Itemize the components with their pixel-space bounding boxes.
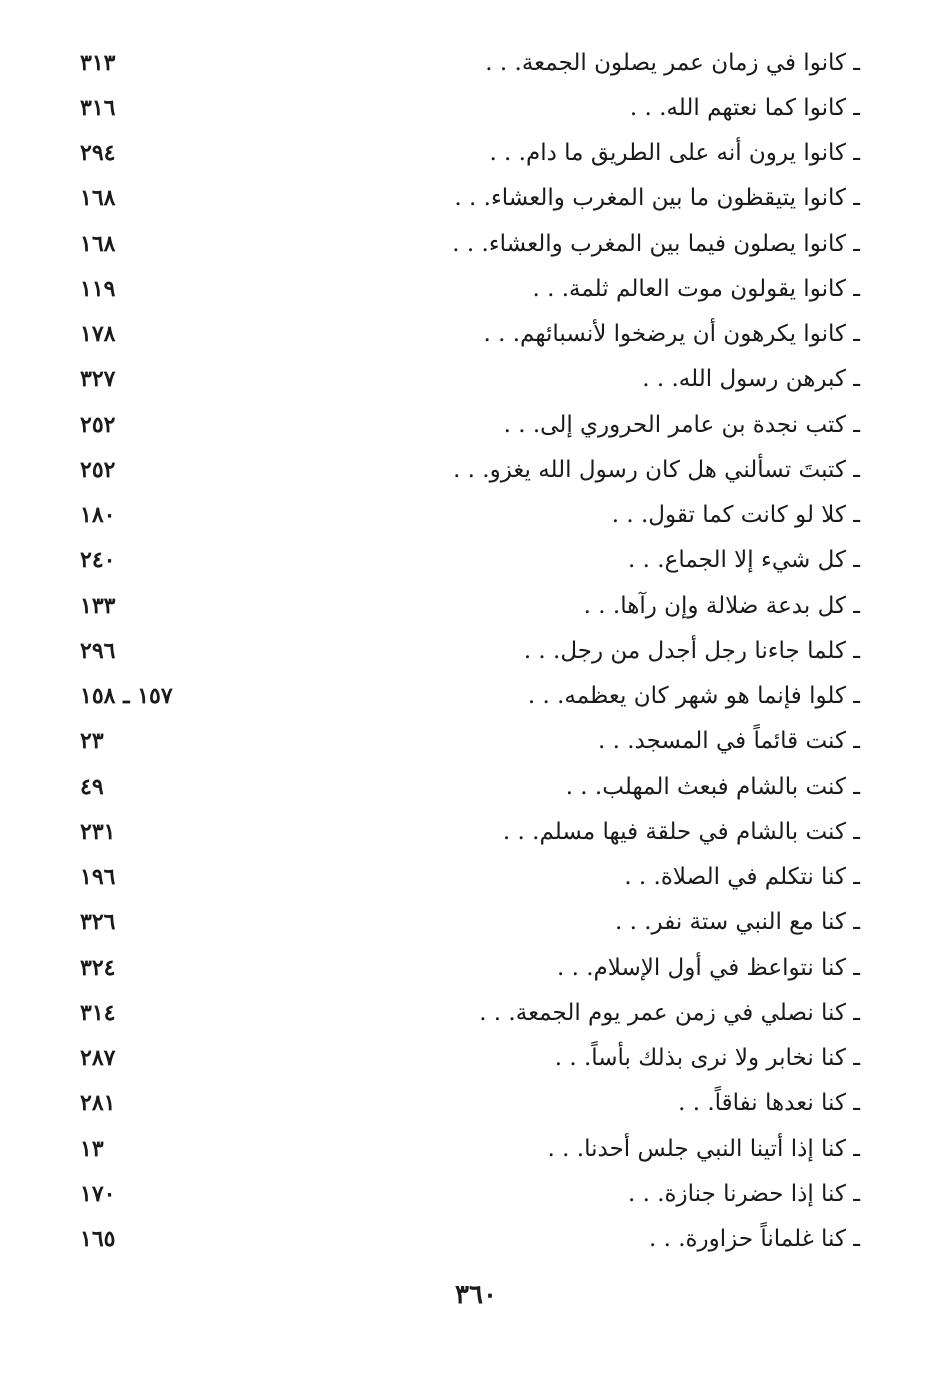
entry-text: ـ كلما جاءنا رجل أجدل من رجل. . . xyxy=(523,637,860,664)
index-entry xyxy=(80,221,860,266)
entry-page-ref: ٢٩٦ xyxy=(80,637,116,664)
index-entry xyxy=(80,1217,860,1262)
entry-text: ـ كلوا فإنما هو شهر كان يعظمه. . . xyxy=(527,683,860,710)
entry-text: ـ كانوا كما نعتهم الله. . . xyxy=(629,94,860,121)
entry-text: ـ كانوا يتيقظون ما بين المغرب والعشاء. . . xyxy=(454,185,860,212)
entry-page-ref: ٣٢٦ xyxy=(80,909,116,936)
entry-text: ـ كنت بالشام في حلقة فيها مسلم. . . xyxy=(502,818,860,845)
entry-page-ref: ٢٨٧ xyxy=(80,1045,116,1072)
entry-text: ـ كنت قائماً في المسجد. . . xyxy=(597,728,860,755)
entry-page-ref: ١٧٨ xyxy=(80,321,116,348)
entry-page-ref: ٤٩ xyxy=(80,773,104,800)
entry-page-range: ١٥٧ ـ ١٥٨ xyxy=(80,683,173,710)
index-entry xyxy=(80,628,860,673)
entry-text: ـ كانوا في زمان عمر يصلون الجمعة. . . xyxy=(485,49,860,76)
entry-page-ref: ٣١٣ xyxy=(80,49,116,76)
entry-page-ref: ١٧٠ xyxy=(80,1180,116,1207)
entry-text: ـ كنا نعدها نفاقاً. . . xyxy=(678,1090,860,1117)
entry-page-ref: ٢٣ xyxy=(80,728,104,755)
index-entry xyxy=(80,674,860,719)
entry-page-ref: ٣٢٧ xyxy=(80,366,116,393)
index-entry xyxy=(80,447,860,492)
index-entry xyxy=(80,990,860,1035)
entry-text: ـ كل شيء إلا الجماع. . . xyxy=(628,547,860,574)
entry-page-ref: ٢٨١ xyxy=(80,1090,116,1117)
entry-page-ref: ١٣ xyxy=(80,1135,104,1162)
index-entry xyxy=(80,357,860,402)
entry-page-ref: ٢٥٢ xyxy=(80,456,116,483)
index-entry xyxy=(80,40,860,85)
index-entry xyxy=(80,266,860,311)
entry-page-ref: ١٦٨ xyxy=(80,185,116,212)
index-entry xyxy=(80,402,860,447)
index-entry xyxy=(80,1081,860,1126)
entry-page-ref: ١٨٠ xyxy=(80,502,116,529)
entry-text: ـ كنا نتواعظ في أول الإسلام. . . xyxy=(556,954,860,981)
index-entry xyxy=(80,493,860,538)
entry-text: ـ كل بدعة ضلالة وإن رآها. . . xyxy=(583,592,860,619)
entry-text: ـ كانوا يكرهون أن يرضخوا لأنسبائهم. . . xyxy=(483,321,860,348)
index-entry xyxy=(80,538,860,583)
index-entry xyxy=(80,85,860,130)
index-entry xyxy=(80,131,860,176)
entry-page-ref: ٣١٦ xyxy=(80,94,116,121)
entry-page-ref: ١٩٦ xyxy=(80,864,116,891)
entry-page-ref: ٣١٤ xyxy=(80,999,116,1026)
index-entry xyxy=(80,764,860,809)
entry-page-ref: ٢٣١ xyxy=(80,818,116,845)
entry-page-ref: ١٣٣ xyxy=(80,592,116,619)
index-entry xyxy=(80,1126,860,1171)
entry-page-ref: ٢٤٠ xyxy=(80,547,116,574)
entry-text: ـ كانوا يصلون فيما بين المغرب والعشاء. . . xyxy=(452,230,860,257)
entry-text: ـ كنا نخابر ولا نرى بذلك بأساً. . . xyxy=(554,1045,860,1072)
entry-text: ـ كلا لو كانت كما تقول. . . xyxy=(611,502,860,529)
entry-text: ـ كنا مع النبي ستة نفر. . . xyxy=(614,909,860,936)
entry-text: ـ كنا غلماناً حزاورة. . . xyxy=(648,1226,860,1253)
entry-text: ـ كنا إذا أتينا النبي جلس أحدنا. . . xyxy=(547,1135,860,1162)
entry-text: ـ كنا إذا حضرنا جنازة. . . xyxy=(627,1180,860,1207)
entry-text: ـ كتب نجدة بن عامر الحروري إلى. . . xyxy=(503,411,860,438)
entry-page-ref: ٢٩٤ xyxy=(80,140,116,167)
entry-text: ـ كتبتَ تسألني هل كان رسول الله يغزو. . . xyxy=(453,456,860,483)
index-entry xyxy=(80,719,860,764)
entry-text: ـ كانوا يقولون موت العالم ثلمة. . . xyxy=(532,275,860,302)
index-entry xyxy=(80,312,860,357)
index-entry xyxy=(80,809,860,854)
index-entry xyxy=(80,900,860,945)
index-entry xyxy=(80,855,860,900)
entry-text: ـ كبرهن رسول الله. . . xyxy=(642,366,860,393)
index-list xyxy=(80,40,860,1262)
entry-text: ـ كنت بالشام فبعث المهلب. . . xyxy=(565,773,860,800)
page-number: ٣٦٠ xyxy=(455,1280,497,1310)
entry-page-ref: ٣٢٤ xyxy=(80,954,116,981)
entry-text: ـ كانوا يرون أنه على الطريق ما دام. . . xyxy=(489,140,860,167)
index-entry xyxy=(80,176,860,221)
entry-text: ـ كنا نتكلم في الصلاة. . . xyxy=(624,864,860,891)
entry-text: ـ كنا نصلي في زمن عمر يوم الجمعة. . . xyxy=(479,999,860,1026)
index-entry xyxy=(80,1036,860,1081)
index-entry xyxy=(80,945,860,990)
entry-page-ref: ١٦٥ xyxy=(80,1226,116,1253)
entry-page-ref: ١١٩ xyxy=(80,275,116,302)
entry-page-ref: ١٦٨ xyxy=(80,230,116,257)
index-entry xyxy=(80,1171,860,1216)
entry-page-ref: ٢٥٢ xyxy=(80,411,116,438)
index-entry xyxy=(80,583,860,628)
